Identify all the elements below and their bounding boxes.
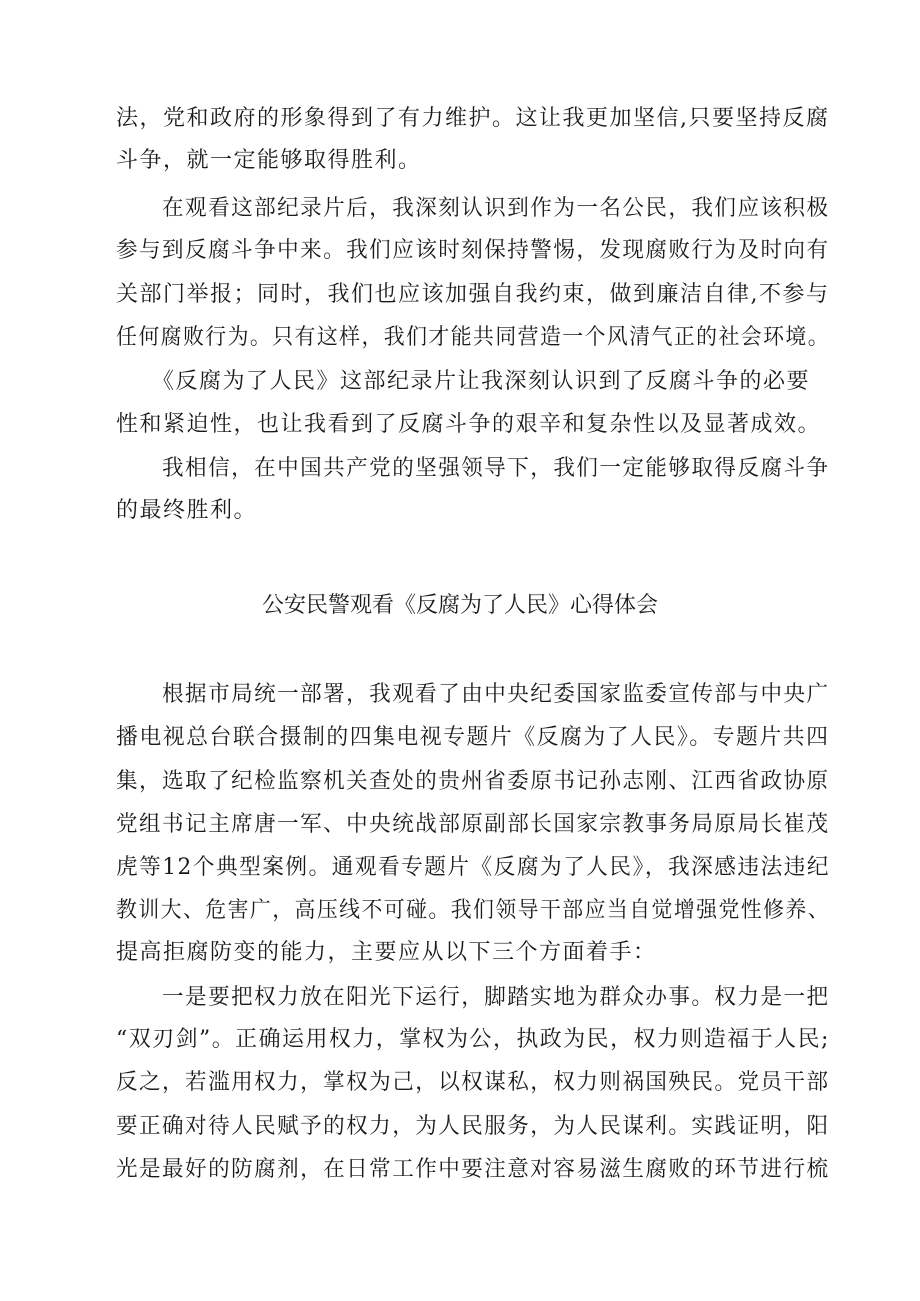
paragraph-line: 《反腐为了人民》这部纪录片让我深刻认识到了反腐斗争的必要: [116, 369, 811, 394]
paragraph-line: 集，选取了纪检监察机关查处的贵州省委原书记孙志刚、江西省政协原: [116, 769, 830, 794]
paragraph-line: 党组书记主席唐一军、中央统战部原副部长国家宗教事务局原局长崔茂: [116, 812, 830, 837]
paragraph-line: 教训大、危害广，高压线不可碰。我们领导干部应当自觉增强党性修养、: [116, 898, 831, 923]
paragraph-line: 我相信，在中国共产党的坚强领导下，我们一定能够取得反腐斗争: [116, 456, 830, 481]
paragraph-line: 反之，若滥用权力，掌权为己，以权谋私，权力则祸国殃民。党员干部: [116, 1070, 830, 1095]
section-title: 公安民警观看《反腐为了人民》心得体会: [261, 593, 658, 618]
paragraph-line: 参与到反腐斗争中来。我们应该时刻保持警惕，发现腐败行为及时向有: [116, 238, 830, 263]
paragraph-line: 要正确对待人民赋予的权力，为人民服务，为人民谋利。实践证明，阳: [116, 1114, 830, 1139]
paragraph-line: 性和紧迫性，也让我看到了反腐斗争的艰辛和复杂性以及显著成效。: [116, 412, 822, 437]
paragraph-line: 法，党和政府的形象得到了有力维护。这让我更加坚信,只要坚持反腐: [116, 106, 830, 131]
paragraph-line: 关部门举报；同时，我们也应该加强自我约束，做到廉洁自律,不参与: [116, 282, 830, 307]
paragraph-line: “双刃剑”。正确运用权力，掌权为公，执政为民，权力则造福于人民;: [116, 1027, 830, 1052]
paragraph-line: 虎等12个典型案例。通观看专题片《反腐为了人民》，我深感违法违纪: [116, 855, 830, 880]
paragraph-line: 的最终胜利。: [116, 498, 258, 523]
paragraph-line: 光是最好的防腐剂，在日常工作中要注意对容易滋生腐败的环节进行梳: [116, 1157, 830, 1182]
paragraph-line: 斗争，就一定能够取得胜利。: [116, 148, 422, 173]
paragraph-line: 任何腐败行为。只有这样，我们才能共同营造一个风清气正的社会环境。: [116, 325, 831, 350]
paragraph-line: 一是要把权力放在阳光下运行，脚踏实地为群众办事。权力是一把: [116, 985, 830, 1010]
paragraph-line: 播电视总台联合摄制的四集电视专题片《反腐为了人民》。专题片共四: [116, 725, 830, 750]
paragraph-line: 提高拒腐防变的能力，主要应从以下三个方面着手：: [116, 940, 657, 965]
paragraph-line: 在观看这部纪录片后，我深刻认识到作为一名公民，我们应该积极: [116, 196, 830, 221]
paragraph-line: 根据市局统一部署，我观看了由中央纪委国家监委宣传部与中央广: [116, 682, 830, 707]
